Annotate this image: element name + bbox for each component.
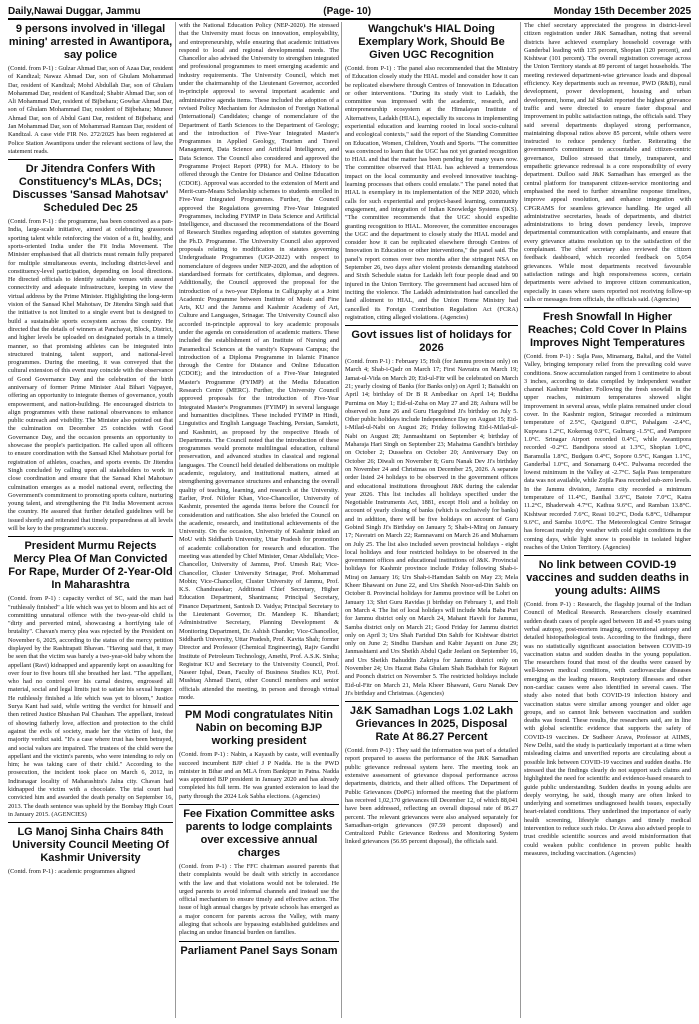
article-fresh-snowfall: [524, 311, 691, 552]
column-divider: [341, 22, 342, 1018]
article-jk-samadhan-continued: The chief secretary appreciated the progress in district-level citizen registration under J&K Samadhan, noting that several districts have achieved exemplary household coverage with Ganderbal leading with 135 percent, Shopian (120 percent), and Kishtwar (101 percent). The overall registration coverage across the Union Territory stands at 89 percent of target households. The meeting reviewed department-wise grievance loads and disposal efficiency. Key departments such as revenue, PWD (R&B), rural development, power development, housing and urban development, home, and Jal Shakti reported the highest grievance traffic and were directed to ensure faster disposal and improvement in public satisfaction ratings, the officials said. They said several departments displayed strong performance, maintaining disposal ratios above 85 percent, while others were instructed to reduce pendency further. Reiterating the government's commitment to accountable and citizen-centric governance, Dulloo stressed that timely, transparent, and empathetic grievance redressal is a core responsibility of every department. Dulloo said J&K Samadhan has emerged as the central platform for transparent citizen-service monitoring and emphasised the need to further streamline response timelines, improve appeal resolution, and enhance integration with CPGRAMS for seamless grievance handling. He urged all administrative secretaries, heads of departments, and district administrations to bring down pendency levels, improve departmental communication with complainants, and ensure that every grievance attains resolution up to the satisfaction of the complainant. The chief secretary also reviewed the citizen feedback dashboard, which recorded feedback on 5,054 grievances. While most departments received favourable satisfaction ratings and high responsiveness scores, certain departments were advised to improve citizen communication, especially in cases where users reported not receiving follow-up calls or messages from officials, the officials said. (Agencies): [524, 22, 691, 303]
column-1: [8, 22, 173, 1018]
article-covid-vaccines: [524, 559, 691, 858]
column-divider: [175, 22, 176, 1018]
article-kashmir-university-continued: with the National Education Policy (NEP-2020). He stressed that the University must focus on innovation, employability, and entrepreneurship, while ensuring that academic initiatives respond to local and regional developmental needs. The Chancellor also advised the University to strengthen integrated and professional programmes to meet emerging academic and industry requirements. The University Council, which met under the chairmanship of the Lieutenant Governor, accorded in-principle approval to several important academic and administrative agenda items. These included the adoption of a revised Policy Mechanism for Admission of Foreign National (International) Candidates; change of nomenclature of the Department of Earth Sciences to the Department of Geology; and the introduction of Five-Year Integrated Master's Programmes in Applied Geology, Tourism and Travel Management, Data Science and Artificial Intelligence, and Data Science. The Council also considered and approved the Programme Project Report (PPR) for M.A. History to be offered through the Centre for Distance and Online Education (CDOE). Approval was accorded to the extension of Merit and Merit-cum-Means Scholarship schemes to students enrolled in Five-Year Integrated Programmes. Further, the Council approved the Regulations governing Five-Year Integrated Programmes, including FYIMP in Data Science and Artificial Intelligence, and discussed the recommendations of the Board of Research Studies regarding adoption of statutes governing the Ph.D. Programme. The University Council also approved proposals relating to modification in statutes governing Undergraduate Programmes (UGP-2022) with respect to nomenclature of degrees under NEP-2020, and the adoption of standardised formats for certificates, diplomas, and degrees. Additionally, the Council approved the proposal for the introduction of a two-year Diploma in Calligraphy at a Joint Academic Programme between Institute of Music and Fine Arts, KU and the Jammu and Kashmir Academy of Art, Culture and Languages, Srinagar. The University Council also accorded in-principle approval to key academic proposals under the agenda on consideration of academic matters. These included the establishment of an Institute of Nursing and Paramedical Sciences at the varsity's Kupwara Campus; the introduction of a Diploma Programme in Islamic Finance through the Centre for Distance and Online Education (CDOE); and the introduction of a Five-Year Integrated Master's Programme (FYIMP) at the Media Education Research Centre (MERC). Further, the University Council approved proposals for the introduction of Five-Year Integrated Master's Programmes (FYIMP) in several language and humanities disciplines. These included FYIMP in Hindi, Linguistics and English Language Teaching, Persian, Sanskrit, and Kashmiri, as proposed by the respective Heads of Departments. The Council noted that the introduction of these programmes would promote multilingual education, cultural preservation, and advanced studies in classical and regional languages. The Council held detailed deliberations on multiple academic, regulatory, and institutional matters, aimed at strengthening governance structures and enhancing the overall quality of teaching, learning, and research at the University. Earlier, Prof. Nilofer Khan, Vice-Chancellor, University of Kashmir, presented the agenda items before the Council for consideration and ratification. She also briefed the Council on the academic, research, and institutional achievements of the University. On the occasion, University of Kashmir inked an MoU with Siddharth University, Uttar Pradesh for promotion of academic collaboration for research and education. The meeting was attended by Chief Minister, Omar Abdullah; Vice-Chancellor, University of Jammu, Prof. Umesh Rai; Vice-Chancellor, Cluster University Srinagar, Prof. Mohammad Mobin; Vice-Chancellor, Cluster University of Jammu, Prof. K.S. Chandrasekar; Additional Chief Secretary, Higher Education Department, Shantmanu; Principal Secretary, Finance Department, Santosh D. Vaidya; Principal Secretary to the Lieutenant Governor, Dr. Mandeep K. Bhandari; Administrative Secretary, Planning Development & Monitoring Department, Dr. Ashish Chander; Vice-Chancellor, Siddharth University, Uttar Pradesh, Prof. Kavita Shah; former Director and Professor (Chemical Engineering), Rajiv Gandhi Institute of Petroleum Technology, Amethi, Prof. A.S.K. Sinha; Registrar KU and Secretary to the University Council, Prof. Naseer Iqbal, Dean, Faculty of Business Studies KU, Prof. Mushtaq Ahmad Darzi, other Council members and senior officials attended the meeting, in person and through virtual mode.: [179, 22, 339, 702]
article-sansad-mahotsav: [8, 163, 173, 533]
article-body: (Contd. from P-1) : The FFC chairman assured parents that their complaints would be dealt with strictly in accordance with the law and that violations would not be tolerated. He urged parents to avoid informal channels and instead use the official mechanism to ensure timely and effective action. The issue of high annual charges by private schools has emerged as a major concern for parents across the Valley, with many alleging that schools are bypassing established guidelines and placing an undue financial burden on families.: [179, 862, 339, 937]
column-2: [179, 22, 339, 1018]
divider: [524, 307, 691, 308]
article-body: (Contd. from P-1) : capacity verdict of SC, said the man had "ruthlessly finished" a life which was yet to bloom and his act of committing unnatural offence with the two-year-old child is "dirty and perverted mind, showcasing a horrifying tale of brutality". Chavan's mercy plea was rejected by the President on November 6, 2025, according to the status of the mercy petition displayed by the Rashtrapati Bhavan. "Having said that, it may be seen that the victim was barely a two-year-old baby whom the appellant (Ravi) kidnapped and apparently kept on assaulting for over four to five hours till she breathed her last. "The appellant, who had no control over his carnal desires, engrossed all material, social and legal limits just to satiate his sexual hunger. He ruthlessly finished a life which was yet to bloom," Justice Surya Kant had said, while writing the verdict for himself and then retired Justice Bhushan Pal Chauhan. The appellant, instead of showing fatherly love, affection and protection to the child against the evils of society, made her the victim of lust, the majority verdict said. "It's a case where trust has been betrayed, and social values are impaired. The trustees of the child were the appellant and the victim's parents, who were intending to rely on him; he was taking care of their child." According to the prosecution, the incident took place on March 6, 2012, in Indiranagar locality of Maharashtra's Jalna city. Chavan had kidnapped the victim with a chocolate. The trial court had convicted him and awarded the death penalty on September 16, 2013. The death sentence was upheld by the Bombay High Court in January 2015. (AGENCIES): [8, 595, 173, 818]
article-body: (Contd. from P-1) : academic programmes aligned: [8, 868, 136, 876]
article-wangchuk-hial: [345, 23, 518, 322]
article-body: (Contd. from P-1) : Nabin, a Kayasth by caste, will eventually succeed incumbent BJP chief J P Nadda. He is the PWD minister in Bihar and an MLA from Bankipur in Patna. Nadda was appointed BJP president in January 2020 and has already completed his full term. He was granted extension to lead the party through the 2024 Lok Sabha elections. (Agencies): [179, 751, 339, 800]
headline: LG Manoj Sinha Chairs 84th University Council Meeting Of Kashmir University: [12, 826, 169, 865]
page-header: [8, 4, 691, 20]
headline-parliament-panel: Parliament Panel Says Sonam: [180, 944, 338, 957]
article-body: (Contd. from P-1) : the programme, has been conceived as a pan-India, large-scale initiative, aimed at celebrating grassroots sporting talent while reinforcing the vision of a fit, healthy, and sports-oriented India under the Fit India Movement. The Minister emphasised that all districts must remain fully prepared for multiple simultaneous events, including district-level and constituency-level participation, depending on local directions. He directed officials to identify suitable venues with assured connectivity and adequate infrastructure, keeping in view the virtual address by the Prime Minister. Highlighting the long-term vision of the Sansad Khel Mahotsav, Dr Jitendra Singh said that the initiative is not limited to a single event but is designed to build a sustainable sports ecosystem across the country. He directed that the details of winners at Panchayat, Block, District, and higher levels be uploaded on designated portals in a timely manner, so that promising athletes can be integrated into structured training, talent support, and national-level programmes. During the meeting, it was conveyed that the cultural extension of this event may coincide with the observance of Good Governance Day and the celebration of the birth anniversary of former Prime Minister Atal Bihari Vajpayee, offering an opportunity to integrate themes of governance, youth empowerment, and nation-building. He encouraged districts to align programmes with these national observances to enhance public outreach and visibility. The Minister also pointed out that the culmination on December 25 coincides with Good Governance Day, and the occasion presents an opportunity to showcase the people's participation. He called upon all officers to ensure coordination with the Sansad Khel Mahotsav portal for registration of athletes, coaches, and sports events. Dr Jitendra Singh concluded by calling upon all stakeholders to work in close coordination and ensure that the Sansad Khel Mahotsav culmination emerges as a model national event, reflecting the Government's commitment to promoting sports culture, nurturing young talent, and strengthening the Fit India Movement across the country. He assured that further detailed guidelines will be issued shortly and reiterated that timely preparedness at all levels will be key to the programme's success.: [8, 218, 173, 533]
headline: 9 persons involved in 'illegal mining' arrested in Awantipora, say police: [8, 23, 173, 61]
article-jk-samadhan: [345, 705, 518, 846]
divider: [8, 159, 173, 160]
headline: President Murmu Rejects Mercy Plea Of Man Convicted For Rape, Murder Of 2-Year-Old In Maharashtra: [8, 540, 173, 592]
column-divider: [520, 22, 521, 1018]
divider: [524, 555, 691, 556]
article-holidays-2026: [345, 329, 518, 698]
column-3: [345, 22, 518, 1018]
headline: Fresh Snowfall In Higher Reaches; Cold Cover In Plains Improves Night Temperatures: [528, 311, 687, 350]
issue-date: Monday 15th December 2025: [553, 5, 691, 17]
article-nitin-nabin: [179, 709, 339, 801]
article-body: (Contd. from P-1) : The panel also recommended that the Ministry of Education closely study the HIAL model and consider how it can be replicated elsewhere through Centres of Innovation in Education or other interventions. "During its study visit to Ladakh, the committee was impressed with the academic, research, and entrepreneurship ecosystem at the Himalayan Institute of Alternatives, Ladakh (HIAL), especially its success in implementing experiential education and learning rooted in local socio-cultural and ecological contexts," said the report of the Standing Committee on Education, Women, Children, Youth and Sports. "The committee was convinced to learn that the UGC has not yet granted recognition to HIAL and that the matter has been pending for many years now. The committee observed that HIAL has achieved a tremendous impact on the local community and evolved innovative teaching-learning processes that others could emulate." The panel noted that HIAL is exemplary in its implementation of the NEP 2020, which calls for such experiential and project-based learning, community engagement, and integration of Indian Knowledge Systems (IKS). "The committee recommends that the UGC should expedite granting recognition to HIAL. Moreover, the committee encourages the UGC and the department to closely study the HIAL model and consider how it can be replicated elsewhere through Centres of Innovation in Education or other interventions," the panel said. The panel's report comes over two months after the stringent NSA on September 26, two days after violent protests demanding statehood and Sixth Schedule status for Ladakh left four people dead and 90 injured in the Union Territory. The government had accused him of inciting the violence. The Ladakh administration had cancelled the land allotment to HIAL, and the Union Home Ministry had cancelled its Foreign Contribution Regulation Act (FCRA) registration, citing alleged violations. (Agencies): [345, 64, 518, 321]
article-fee-fixation: [179, 808, 339, 938]
article-body: (Contd. from P-1) : Sajla Pass, Minamarg, Baltal, and the Vaitel Valley, bringing temporary relief from the prevailing cold wave conditions. Snow accumulation ranged from 1 centimetre to about 3 inches, according to data compiled by independent weather channel Kashmir Weather. Following the fresh snowfall in the upper reaches, minimum temperatures showed slight improvement in several areas, while plains remained under cloud cover. In the Kashmir region, Srinagar recorded a minimum temperature of 2.5°C, Qazigund 0.8°C, Pahalgam -2.4°C, Kupwara 1.2°C, Kokernag 0.9°C, Gulmarg -1.5°C, and Pampore 1.0°C. Srinagar Airport recorded 0.4°C, while Awantipora recorded -0.2°C. Bandipora stood at 1.3°C, Shopian 1.0°C, Baramulla 1.8°C, Budgam 0.4°C, Sopore 0.5°C, Kangan 1.1°C, Ganderbal 1.0°C, and Sonamarg 0.4°C. Pulwama recorded the lowest minimum in the Valley at -2.7°C. Sajla Pass temperature data was not available, while Zojila Pass recorded sub-zero levels. In the Jammu division, Jammu city recorded a minimum temperature of 11.4°C, Banihal 3.6°C, Batote 7.0°C, Katra 11.2°C, Bhaderwah 4.7°C, Kathua 9.6°C, and Ramban 13.8°C. Kishtwar recorded 7.6°C, Reasi 10.2°C, Doda 6.8°C, Udhampur 9.6°C, and Samba 10.0°C. The Meteorological Centre Srinagar has forecast mainly dry weather with cold night conditions in the coming days, while light snow is possible in isolated higher reaches of the Union Territory. (Agencies): [524, 353, 691, 551]
article-body: (Contd. from P-1) : They said the information was part of a detailed report prepared to assess the performance of the J&K Samadhan public grievance redressal system here. The meeting took an extensive assessment of grievance disposal performance across departments, districts, and their allied offices. The Department of Public Grievances (DoPG) informed the meeting that the platform has received 1,02,170 grievances till December 12, of which 88,041 have been addressed, reflecting an overall disposal rate of 86.27 percent. The relevant grievances were also analysed separately for Samadhan-origin grievances (97.59 percent disposed) and Centralized Public Grievance Redress and Monitoring System linked grievances (56.95 percent disposal), the officials said.: [345, 747, 518, 846]
divider: [8, 822, 173, 823]
page-number: (Page- 10): [323, 5, 372, 17]
article-body: (Contd. from P-1) : February 15; Holi (for Jammu province only) on March 4; Shab-i-Qadr on March 17; First Navratra on March 19; Jamat-ul-Vida on March 20; Eid-ul-Fitr will be celebrated on March 21; yearly closing of Banks (for Banks only) on April 1; Baisakhi on April 14; birthday of Dr B R Ambedkar on April 14; Buddha Purnima on May 1; Eid-ul-Zuha on May 27 and 28; Ashura will be observed on June 26 and Guru Hargobind Ji's birthday on July 5. Other public holidays include Independence Day on August 15; Eid-i-Milad-ul-Nabi on August 26; Friday following Eid-i-Milad-ul-Nabi on August 28; Janmashtami on September 4; birthday of Maharaja Hari Singh on September 23; Mahatma Gandhi's birthday on October 2; Dussehra on October 20; Anniversary Day on October 26; Diwali on November 8; Guru Nanak Dev Ji's birthday on November 24 and Christmas on December 25, 2026. A separate order listed 24 holidays to be observed in the government offices and educational institutions throughout J&K during the calendar year 2026. This list includes all holidays specified under the Negotiable Instruments Act, 1881, except Holi and a holiday on account of yearly closing of banks (which is exclusively for banks) and in addition, there will be five holidays on account of Guru Gobind Singh Ji's Birthday on January 5; Shab-i-Miraj on January 17; Navratri on March 22; Ramnavami on March 26 and Muharram on July 25. The list also included seven provincial holidays - eight local holidays and four restricted holidays to be observed in the government offices and educational institutions of J&K. Provincial holidays for Kashmir province include Friday following Shab-i-Miraj on January 16; Urs Shah-i-Hamdan Sahib on May 23; Mela Kheer Bhawani on June 22, and Urs Sheikh Noor-ud-Din Sahib on October 8. Provincial holidays for Jammu province will be Lohri on January 13; Shri Guru Ravidas ji birthday on February 1, and Holi on March 4. The list of local holidays will include Mela Baba Puri for Jammu district only on March 24, Mahant Haveli for Jammu, Samba district only on March 21; Good Friday for Jammu district only on April 3; Urs Shah Faridud Din Sahib for Kishtwar district only on June 2; Sindhu Darshan and Kabir Jayanti on June 29; Janmashtami and Urs Sheikh Abdul Qadir Jeelani on September 16, and Urs Sheikh Bahuddin Zakriya for Jammu district only on November 24; Urs Hazrat Baba Ghulam Shah Badshah for Rajouri and Poonch district on November 5. The restricted holidays include Eid-ul-Fitr on March 21, Mela Kheer Bhawani, Guru Nanak Dev Ji's birthday and Christmas. (Agencies): [345, 358, 518, 697]
column-4: [524, 22, 691, 1018]
headline: Govt issues list of holidays for 2026: [351, 329, 512, 355]
divider: [179, 804, 339, 805]
paper-name: Daily,Nawai Duggar, Jammu: [8, 5, 141, 17]
article-kashmir-university: [8, 826, 173, 876]
article-body: (Contd. from P-1) : Research, the flagship journal of the Indian Council of Medical Research. Researchers closely examined sudden death cases of people aged between 18 and 45 years using verbal autopsy, post-mortem imaging, conventional autopsy and detailed histopathological tests. According to the findings, there was no statistically significant association between COVID-19 vaccination status and sudden deaths in the young population. The researchers found that most of the deaths were caused by well-known medical conditions, with cardiovascular diseases emerging as the leading reason. Respiratory illnesses and other non-cardiac causes were also identified in several cases. The study also noted that both COVID-19 infection history and vaccination status were similar among younger and older age groups, and so cannot link between vaccination and sudden deaths was found. These results, the researchers said, are in line with global scientific evidence that supports the safety of COVID-19 vaccines. Dr Sudheer Arava, Professor at AIIMS, New Delhi, said the study is particularly important at a time when misleading claims and unverified reports are circulating about a possible link between COVID-19 vaccines and sudden deaths. He stressed that the findings clearly do not support such claims and highlighted the need for scientific and evidence-based research to guide public understanding. Sudden deaths in young adults are deeply worrying, he said, though many are often linked to underlying and sometimes undiagnosed health issues, especially heart-related conditions. They underlined the importance of early health screening, lifestyle changes and timely medical intervention to reduce such risks. Dr Arava also advised people to trust credible scientific sources and avoid misinformation that could weaken public confidence in proven public health measures, including vaccination. (Agencies): [524, 601, 691, 857]
divider: [179, 941, 339, 942]
headline: Wangchuk's HIAL Doing Exemplary Work, Should Be Given UGC Recognition: [358, 23, 505, 61]
divider: [179, 705, 339, 706]
headline: J&K Samadhan Logs 1.02 Lakh Grievances In 2025, Disposal Rate At 86.27 Percent: [349, 705, 514, 744]
headline: PM Modi congratulates Nitin Nabin on becoming BJP working president: [185, 709, 333, 748]
article-illegal-mining: [8, 23, 173, 156]
headline: Dr Jitendra Confers With Constituency's MLAs, DCs; Discusses 'Sansad Mahotsav' Scheduled Dec 25: [12, 163, 169, 215]
divider: [345, 701, 518, 702]
headline: Fee Fixation Committee asks parents to lodge complaints over excessive annual charges: [183, 808, 335, 859]
article-mercy-plea: [8, 540, 173, 819]
divider: [345, 325, 518, 326]
divider: [8, 536, 173, 537]
headline: No link between COVID-19 vaccines and sudden deaths in young adults: AIIMS: [526, 559, 689, 598]
article-body: (Contd. from P-1) : Gulzar Ahmad Dar, son of Azaa Dar, resident of Kandizal; Nawaz Ahmad Dar, son of Ghulam Mohammad Dar, resident of Kandizal; Mohd Abdullah Dar, son of Ghulam Mohammad Dar, resident of Kandizal; Shabir Ahmad Dar, son of Ali Mohammad Dar, resident of Bijbehara; Gowhar Ahmad Dar, son of Ghulam Mohammad Dar, resident of Bijbehara; Muneer Ahmad Dar, son of Abdul Gani Dar, resident of Bijbehara; and Jan Mohammad Dar, son of Mohammad Ramzan Dar, resident of Kandizal. A case vide FIR No. 272/2025 has been registered at Police Station Awantipora under the relevant sections of law, the statement reads.: [8, 64, 173, 155]
